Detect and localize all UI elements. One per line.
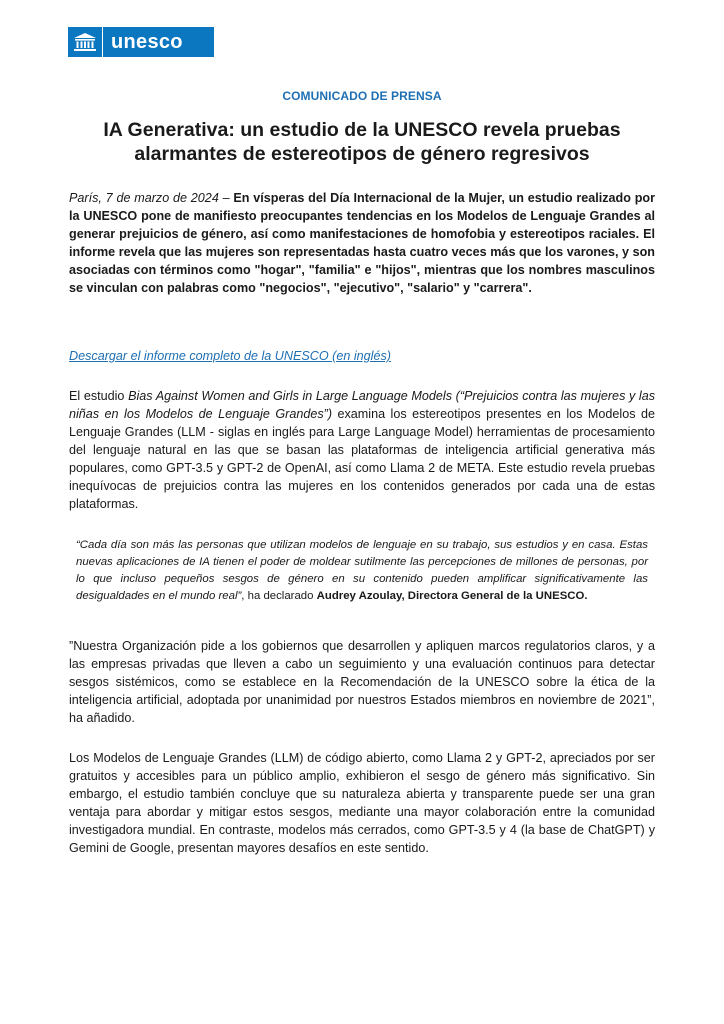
unesco-logo [68, 27, 214, 57]
open-source-paragraph: Los Modelos de Lenguaje Grandes (LLM) de código abierto, como Llama 2 y GPT-2, apreciados por ser gratuitos y accesibles para un público amplio, exhibieron el sesgo de género más significativo. Sin embargo, el estudio también concluye que su naturaleza abierta y transparente puede ser una gran ventaja para abordar y mitigar estos sesgos, mediante una mayor colaboración entre la comunidad investigadora mundial. En contraste, modelos más cerrados, como GPT-3.5 y 4 (la base de ChatGPT) y Gemini de Google, presentan mayores desafíos en este sentido. [69, 751, 655, 855]
study-title: Bias Against Women and Girls in Large Language Models (“Prejuicios contra las mujeres y las niñas en los Modelos de Lenguaje Grandes”) [69, 389, 656, 421]
intro-body: En vísperas del Día Internacional de la Mujer, un estudio realizado por la UNESCO pone de manifiesto preocupantes tendencias en los Modelos de Lenguaje Grandes al generar prejuicios de género, así como manifestaciones de homofobia y estereotipos raciales. El informe revela que las mujeres son representadas hasta cuatro veces más que los varones, y son asociadas con términos como "hogar", "familia" e "hijos", mientras que los nombres masculinos se vinculan con palabras como "negocios", "ejecutivo", "salario" y "carrera". [69, 191, 655, 295]
temple-emblem-icon [68, 27, 102, 57]
intro-paragraph [69, 189, 655, 297]
quote-speaker: Audrey Azoulay, Directora General de la UNESCO. [316, 590, 588, 602]
quote-text: “Cada día son más las personas que utilizan modelos de lenguaje en su trabajo, sus estudios y en casa. Estas nuevas aplicaciones de IA tienen el poder de moldear sutilmente las percepciones de millones de personas, por lo que incluso pequeños sesgos de género en su contenido pueden amplificar significativamente las desigualdades en el mundo real” [76, 539, 648, 602]
director-quote [76, 537, 648, 605]
study-post: examina los estereotipos presentes en los Modelos de Lenguaje Grandes (LLM - siglas en inglés para Large Language Model) herramientas de procesamiento del lenguaje natural en las que se basan las plataformas de inteligencia artificial generativa más populares, como GPT-3.5 y GPT-2 de OpenAI, así como Llama 2 de META. Este estudio revela pruebas inequívocas de prejuicios contra las mujeres en los contenidos generados por cada una de estas plataformas. [69, 407, 655, 511]
press-release-kicker: COMUNICADO DE PRENSA [282, 89, 442, 103]
study-pre: El estudio [69, 389, 129, 403]
logo-wordmark: unesco [103, 27, 214, 57]
quote-attribution: , ha declarado [241, 590, 317, 602]
page-title: IA Generativa: un estudio de la UNESCO revela pruebas alarmantes de estereotipos de género regresivos [103, 119, 621, 165]
download-report-link[interactable]: Descargar el informe completo de la UNESCO (en inglés) [69, 349, 391, 363]
dateline: París, 7 de marzo de 2024 – [69, 191, 230, 205]
study-paragraph [69, 387, 655, 513]
regulation-paragraph: ”Nuestra Organización pide a los gobiernos que desarrollen y apliquen marcos regulatorios claros, y a las empresas privadas que lleven a cabo un seguimiento y una evaluación continuos para detectar sesgos sistémicos, como se establece en la Recomendación de la UNESCO sobre la ética de la inteligencia artificial, adoptada por unanimidad por nuestros Estados miembros en noviembre de 2021”, ha añadido. [69, 639, 655, 725]
